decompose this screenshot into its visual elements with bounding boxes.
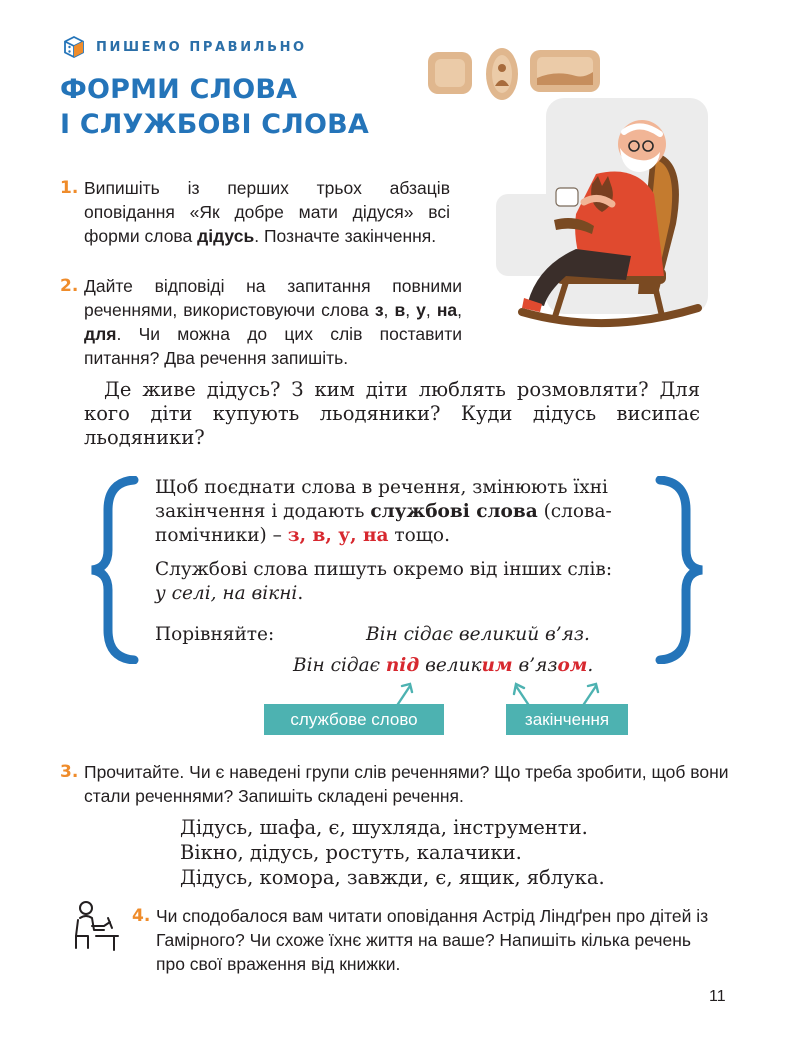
task-4-number: 4. xyxy=(132,906,151,926)
grandpa-rocking-chair-illustration xyxy=(426,44,726,344)
task-4 xyxy=(132,904,716,976)
list-item: Дідусь, комора, завжди, є, ящик, яблука. xyxy=(180,866,605,889)
writing-at-desk-icon xyxy=(70,900,120,952)
list-item: Вікно, дідусь, ростуть, калачики. xyxy=(180,841,522,864)
frame-portrait-icon xyxy=(486,48,518,100)
page-title-line2: І СЛУЖБОВІ СЛОВА xyxy=(60,109,369,140)
task-1-text: Випишіть із перших трьох абзаців оповідання «Як добре мати дідуся» всі форми слова дідусь. Позначте закінчення. xyxy=(84,178,450,246)
task-2 xyxy=(60,274,462,370)
page-title xyxy=(60,72,369,142)
section-label xyxy=(62,34,307,60)
left-brace-icon xyxy=(86,476,142,664)
label-service-word: службове слово xyxy=(264,704,444,735)
task-4-text: Чи сподобалося вам читати оповідання Астрід Ліндґрен про дітей із Гамірного? Чи схоже їхнє життя на ваше? Напишіть кілька речень про свої враження від книжки. xyxy=(156,906,709,974)
right-brace-icon xyxy=(652,476,708,664)
rule-paragraph-1: Щоб поєднати слова в речення, змінюють їхні закінчення і додають службові слова (слова-помічники) – з, в, у, на тощо. xyxy=(155,477,612,546)
compare-label: Порівняйте: xyxy=(155,624,275,645)
example-sentence-1: Він сідає великий в’яз. xyxy=(366,624,590,645)
rule-paragraph-2: Службові слова пишуть окремо від інших слів: у селі, на вікні. xyxy=(155,559,613,604)
task-3-groups xyxy=(180,815,605,890)
task-3-number: 3. xyxy=(60,762,79,782)
book-cube-icon xyxy=(62,35,86,59)
list-item: Дідусь, шафа, є, шухляда, інструменти. xyxy=(180,816,588,839)
task-1 xyxy=(60,176,450,248)
task-2-number: 2. xyxy=(60,276,79,296)
section-label-text: ПИШЕМО ПРАВИЛЬНО xyxy=(96,39,307,55)
label-ending: закінчення xyxy=(506,704,628,735)
page-number: 11 xyxy=(709,988,726,1005)
example-sentence-2: Він сідає під великим в’язом. xyxy=(293,655,594,676)
task-3 xyxy=(60,760,744,808)
frame-blank-icon xyxy=(428,52,472,94)
task-2-text: Дайте відповіді на запитання повними реченнями, використовуючи слова з, в, у, на, для. Чи можна до цих слів поставити питання? Два речення запишіть. xyxy=(84,276,462,368)
task-1-number: 1. xyxy=(60,178,79,198)
rule-box xyxy=(155,476,620,616)
page-title-line1: ФОРМИ СЛОВА xyxy=(60,74,298,105)
task-3-text: Прочитайте. Чи є наведені групи слів реченнями? Що треба зробити, щоб вони стали реченнями? Запишіть складені речення. xyxy=(84,762,729,806)
frame-landscape-icon xyxy=(530,50,600,92)
task-2-questions: Де живе дідусь? З ким діти люблять розмовляти? Для кого діти купують льодяники? Куди дідусь висипає льодяники? xyxy=(84,378,700,449)
